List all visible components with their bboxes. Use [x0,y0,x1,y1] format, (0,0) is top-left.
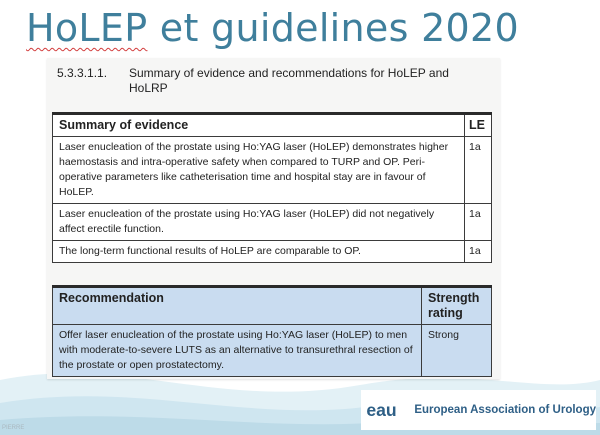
evidence-text: The long-term functional results of HoLEP are comparable to OP. [53,241,465,263]
slide-title-acronym: HoLEP [26,6,148,50]
recommendation-row [53,325,492,377]
eau-logo-icon [365,394,408,426]
evidence-row [53,204,492,241]
recommendation-text: Offer laser enucleation of the prostate using Ho:YAG laser (HoLEP) to men with moderate-to-severe LUTS as an alternative to transurethral resection of the prostate or open prostatectomy. [53,325,422,377]
evidence-table [52,112,492,263]
section-number: 5.3.3.1.1. [57,66,108,80]
evidence-row [53,137,492,204]
recommendation-header-row [53,287,492,325]
evidence-header-summary: Summary of evidence [53,114,465,137]
strength-rating: Strong [422,325,492,377]
slide-title [26,6,519,50]
evidence-text: Laser enucleation of the prostate using Ho:YAG laser (HoLEP) did not negatively affect erectile function. [53,204,465,241]
section-heading [57,66,497,96]
guideline-excerpt [47,58,500,379]
footer-text: PIERRE [2,425,25,431]
evidence-header-row [53,114,492,137]
evidence-row [53,241,492,263]
strength-rating-header-line1: Strength [428,291,480,305]
eau-logo [361,390,596,430]
strength-rating-header [422,287,492,325]
organization-name: European Association of Urology [414,404,596,416]
evidence-level: 1a [465,204,492,241]
section-title-line1: Summary of evidence and recommendations for HoLEP and [129,66,449,80]
slide-title-rest: et guidelines 2020 [147,6,519,50]
recommendation-header: Recommendation [53,287,422,325]
evidence-level: 1a [465,241,492,263]
evidence-level: 1a [465,137,492,204]
recommendation-table [52,285,492,377]
evidence-text: Laser enucleation of the prostate using Ho:YAG laser (HoLEP) demonstrates higher haemostasis and intra-operative safety when compared to TURP and OP. Peri-operative parameters like catheterisation time and hospital stay are in favour of HoLEP. [53,137,465,204]
section-title-line2: HoLRP [129,81,168,95]
strength-rating-header-line2: rating [428,306,463,320]
evidence-header-le: LE [465,114,492,137]
eau-logo-mark: eau [366,400,397,421]
